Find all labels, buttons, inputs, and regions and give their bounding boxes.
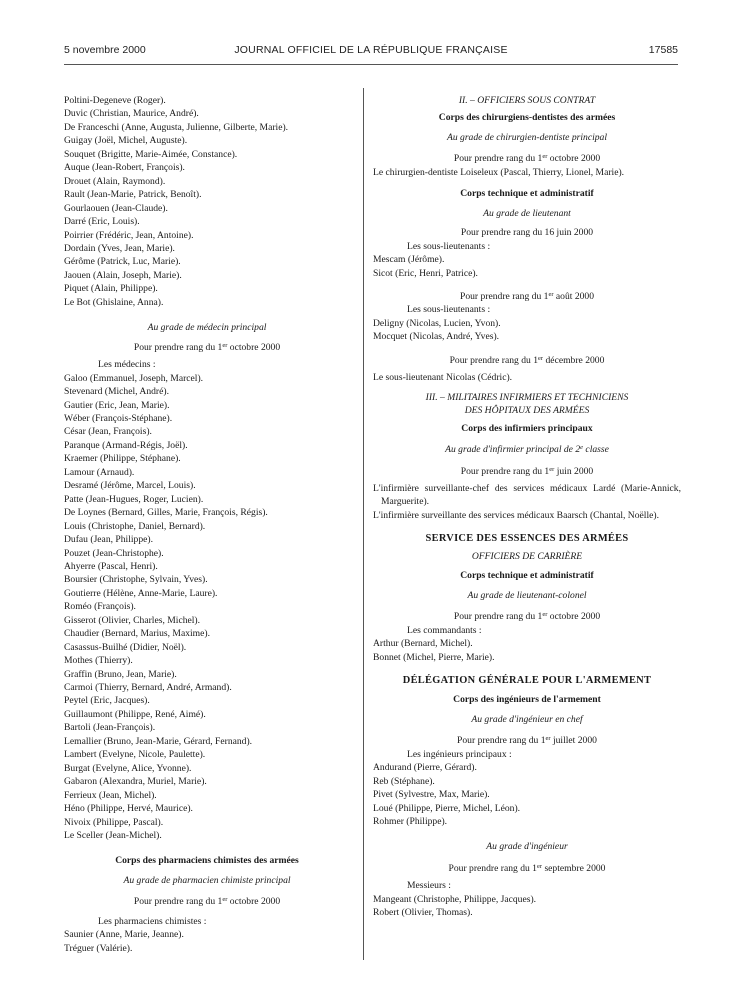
list-item: Dufau (Jean, Philippe). <box>64 534 153 546</box>
list-item: Boursier (Christophe, Sylvain, Yves). <box>64 574 208 586</box>
list-item: Wéber (François-Stéphane). <box>64 412 173 424</box>
list-item: Patte (Jean-Hugues, Roger, Lucien). <box>64 493 204 505</box>
list-label: Les sous-lieutenants : <box>407 240 491 252</box>
list-item: Tréguer (Valérie). <box>64 942 133 954</box>
list-label: Les médecins : <box>98 359 156 371</box>
list-item: Bonnet (Michel, Pierre, Marie). <box>373 651 495 663</box>
corps-heading: Corps des infirmiers principaux <box>461 422 593 434</box>
service-heading: SERVICE DES ESSENCES DES ARMÉES <box>425 533 629 545</box>
list-item: Mescam (Jérôme). <box>373 254 445 266</box>
list-item: Burgat (Evelyne, Alice, Yvonne). <box>64 762 192 774</box>
list-item: Guigay (Joël, Michel, Auguste). <box>64 135 188 147</box>
rang-line: Pour prendre rang du 1er octobre 2000 <box>453 611 601 623</box>
section-heading: II. – OFFICIERS SOUS CONTRAT <box>458 95 596 106</box>
list-item: Goutierre (Hélène, Anne-Marie, Laure). <box>64 587 218 599</box>
header-date: 5 novembre 2000 <box>64 44 146 56</box>
section-heading: OFFICIERS DE CARRIÈRE <box>471 550 583 562</box>
rang-line: Pour prendre rang du 1er septembre 2000 <box>448 862 606 874</box>
list-item: Loué (Philippe, Pierre, Michel, Léon). <box>373 802 521 814</box>
list-item: Galoo (Emmanuel, Joseph, Marcel). <box>64 372 204 384</box>
list-item: Dordain (Yves, Jean, Marie). <box>64 242 175 254</box>
list-item: Lemallier (Bruno, Jean-Marie, Gérard, Fernand). <box>64 735 253 747</box>
list-item: Robert (Olivier, Thomas). <box>373 907 473 919</box>
list-item: Drouet (Alain, Raymond). <box>64 175 166 187</box>
list-item: Kraemer (Philippe, Stéphane). <box>64 453 181 465</box>
grade-heading: Au grade de médecin principal <box>147 322 267 334</box>
rang-line: Pour prendre rang du 1er août 2000 <box>459 290 595 302</box>
list-item: Souquet (Brigitte, Marie-Aimée, Constance). <box>64 148 238 160</box>
list-item: César (Jean, François). <box>64 426 152 438</box>
list-item: Mothes (Thierry). <box>64 655 133 667</box>
list-item: Deligny (Nicolas, Lucien, Yvon). <box>373 317 501 329</box>
corps-heading: Corps technique et administratif <box>460 570 594 582</box>
list-item: Gautier (Eric, Jean, Marie). <box>64 399 170 411</box>
list-item: Reb (Stéphane). <box>373 775 435 787</box>
list-item: Piquet (Alain, Philippe). <box>64 283 158 295</box>
list-item: Guillaumont (Philippe, René, Aimé). <box>64 708 206 720</box>
list-item: Chaudier (Bernard, Marius, Maxime). <box>64 628 210 640</box>
sous-lieutenants-list <box>373 317 681 344</box>
list-item: Ahyerre (Pascal, Henri). <box>64 560 158 572</box>
list-item: Darré (Eric, Louis). <box>64 216 140 228</box>
service-heading: DÉLÉGATION GÉNÉRALE POUR L'ARMEMENT <box>402 674 652 686</box>
grade-heading: Au grade d'ingénieur <box>486 841 568 853</box>
grade-heading: Au grade de chirurgien-dentiste principal <box>446 131 608 143</box>
right-column <box>373 94 681 920</box>
list-item: Roméo (François). <box>64 601 136 613</box>
list-item: Carmoi (Thierry, Bernard, André, Armand). <box>64 682 232 694</box>
rang-line: Pour prendre rang du 1er octobre 2000 <box>133 341 281 353</box>
list-item: Ferrieux (Jean, Michel). <box>64 789 157 801</box>
ingenieurs-list <box>373 761 681 828</box>
list-item: Nivoix (Philippe, Pascal). <box>64 816 164 828</box>
list-item: Gourlaouen (Jean-Claude). <box>64 202 168 214</box>
section-heading: DES HÔPITAUX DES ARMÉES <box>464 405 590 417</box>
medecins-list <box>64 372 350 843</box>
list-item: Poirrier (Frédéric, Jean, Antoine). <box>64 229 194 241</box>
names-list-top <box>64 94 350 309</box>
list-item: Andurand (Pierre, Gérard). <box>373 762 477 774</box>
list-item: Sicot (Eric, Henri, Patrice). <box>373 267 478 279</box>
list-item: Desramé (Jérôme, Marcel, Louis). <box>64 480 196 492</box>
list-item: Paranque (Armand-Régis, Joël). <box>64 439 188 451</box>
header-rule <box>64 64 678 65</box>
corps-heading: Corps des ingénieurs de l'armement <box>453 694 601 706</box>
left-column <box>64 94 350 955</box>
rang-line: Pour prendre rang du 1er juin 2000 <box>460 465 594 477</box>
grade-heading: Au grade de pharmacien chimiste principal <box>123 874 291 886</box>
list-label: Les commandants : <box>407 624 482 636</box>
list-item: De Loynes (Bernard, Gilles, Marie, François, Régis). <box>64 507 268 519</box>
page-header <box>64 44 678 62</box>
list-item: Peytel (Eric, Jacques). <box>64 695 150 707</box>
list-item: Mocquet (Nicolas, André, Yves). <box>373 331 500 343</box>
rang-line: Pour prendre rang du 1er octobre 2000 <box>453 153 601 165</box>
corps-heading: Corps des pharmaciens chimistes des armées <box>115 855 299 867</box>
list-item: L'infirmière surveillante-chef des services médicaux Lardé (Marie-Annick, Marguerite). <box>373 482 681 508</box>
list-item: De Franceschi (Anne, Augusta, Julienne, Gilberte, Marie). <box>64 121 289 133</box>
rang-line: Pour prendre rang du 16 juin 2000 <box>460 227 594 239</box>
sous-lieutenants-list <box>373 253 681 280</box>
list-item: Le Bot (Ghislaine, Anna). <box>64 296 164 308</box>
corps-heading: Corps technique et administratif <box>460 188 594 200</box>
list-item: Rault (Jean-Marie, Patrick, Benoît). <box>64 189 202 201</box>
list-item: Gabaron (Alexandra, Muriel, Marie). <box>64 776 207 788</box>
list-item: Louis (Christophe, Daniel, Bernard). <box>64 520 206 532</box>
list-item: Arthur (Bernard, Michel). <box>373 638 473 650</box>
list-item: Casassus-Builhé (Didier, Noël). <box>64 641 187 653</box>
grade-heading: Au grade de lieutenant <box>483 207 571 219</box>
grade-heading: Au grade d'infirmier principal de 2e classe <box>445 444 609 456</box>
list-item: Duvic (Christian, Maurice, André). <box>64 108 199 120</box>
messieurs-list <box>373 893 681 920</box>
list-item: Bartoli (Jean-François). <box>64 722 156 734</box>
column-divider <box>363 88 364 960</box>
list-item: Graffin (Bruno, Jean, Marie). <box>64 668 177 680</box>
list-item: Stevenard (Michel, André). <box>64 386 169 398</box>
list-label: Les pharmaciens chimistes : <box>98 915 207 927</box>
list-label: Messieurs : <box>407 880 451 892</box>
list-item: Poltini-Degeneve (Roger). <box>64 95 166 106</box>
list-item: Héno (Philippe, Hervé, Maurice). <box>64 803 193 815</box>
list-item: Le Sceller (Jean-Michel). <box>64 830 162 842</box>
list-item: Rohmer (Philippe). <box>373 816 448 828</box>
list-item: Lambert (Evelyne, Nicole, Paulette). <box>64 749 206 761</box>
rang-line: Pour prendre rang du 1er octobre 2000 <box>133 896 281 908</box>
list-item: Le chirurgien-dentiste Loiseleux (Pascal, Thierry, Lionel, Marie). <box>373 166 625 178</box>
pharmaciens-list <box>64 928 350 955</box>
list-item: Jaouen (Alain, Joseph, Marie). <box>64 269 182 281</box>
list-item: Pivet (Sylvestre, Max, Marie). <box>373 789 490 801</box>
grade-heading: Au grade d'ingénieur en chef <box>471 713 583 725</box>
list-item: Lamour (Arnaud). <box>64 466 135 478</box>
list-item: Auque (Jean-Robert, François). <box>64 162 185 174</box>
journal-title: JOURNAL OFFICIEL DE LA RÉPUBLIQUE FRANÇAISE <box>234 44 508 56</box>
list-item: Gisserot (Olivier, Charles, Michel). <box>64 614 201 626</box>
page-number: 17585 <box>648 44 678 56</box>
rang-line: Pour prendre rang du 1er décembre 2000 <box>449 354 605 366</box>
list-item: Saunier (Anne, Marie, Jeanne). <box>64 929 184 941</box>
list-item: Le sous-lieutenant Nicolas (Cédric). <box>373 372 513 384</box>
rang-line: Pour prendre rang du 1er juillet 2000 <box>457 735 597 747</box>
list-item: Pouzet (Jean-Christophe). <box>64 547 164 559</box>
list-item: Gérôme (Patrick, Luc, Marie). <box>64 256 181 268</box>
section-heading: III. – MILITAIRES INFIRMIERS ET TECHNICIENS <box>425 391 629 403</box>
list-item: L'infirmière surveillante des services médicaux Baarsch (Chantal, Noëlle). <box>373 509 659 521</box>
commandants-list <box>373 637 681 664</box>
list-label: Les ingénieurs principaux : <box>407 748 512 760</box>
corps-heading: Corps des chirurgiens-dentistes des armées <box>438 112 616 124</box>
list-label: Les sous-lieutenants : <box>407 304 491 316</box>
list-item: Mangeant (Christophe, Philippe, Jacques). <box>373 893 537 905</box>
grade-heading: Au grade de lieutenant-colonel <box>467 589 587 601</box>
